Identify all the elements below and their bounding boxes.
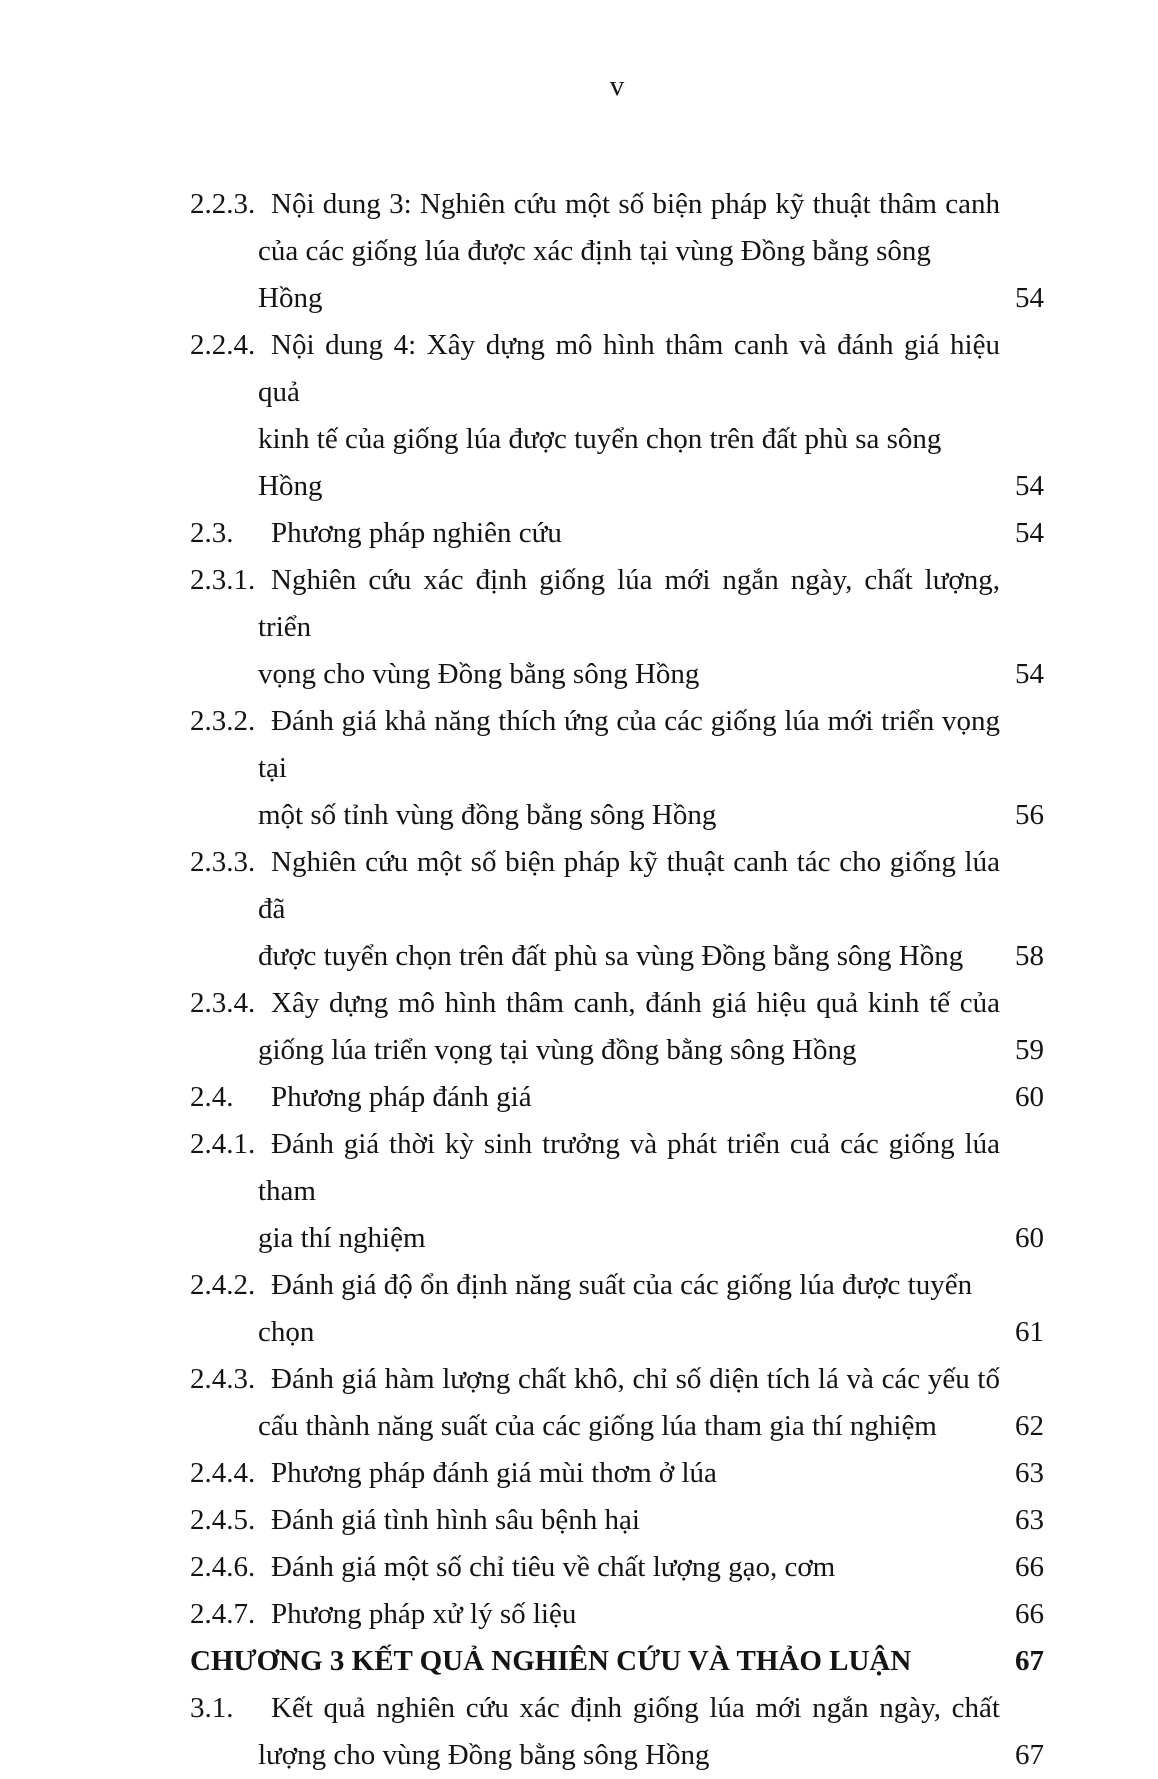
toc-page-number: 54 (1015, 282, 1044, 314)
toc-page-number: 59 (1015, 1034, 1044, 1066)
toc-title-line: Nội dung 3: Nghiên cứu một số biện pháp kỹ thuật thâm canh (271, 188, 1000, 220)
toc-entry (190, 1544, 1044, 1591)
toc-entry (190, 1262, 1044, 1356)
toc-entry (190, 980, 1044, 1074)
toc-page-number: 66 (1015, 1551, 1044, 1583)
toc-title-line: Đánh giá tình hình sâu bệnh hại (271, 1504, 640, 1536)
toc-title-line: Nghiên cứu xác định giống lúa mới ngắn ngày, chất lượng, triển (258, 564, 1000, 643)
toc-page-number: 63 (1015, 1457, 1044, 1489)
toc-page-number: 54 (1015, 658, 1044, 690)
toc-entry (190, 1356, 1044, 1450)
toc-entry-number: 2.4. (190, 1081, 234, 1113)
toc-entry-number: 2.4.7. (190, 1598, 256, 1630)
toc-entry (190, 1497, 1044, 1544)
toc-page-number: 56 (1015, 799, 1044, 831)
toc-title-line: Nội dung 4: Xây dựng mô hình thâm canh và đánh giá hiệu quả (258, 329, 1000, 408)
toc-entry-number: 2.4.4. (190, 1457, 256, 1489)
toc-entry-title (258, 1497, 1000, 1544)
toc-entry-title (258, 1591, 1000, 1638)
toc-entry-title (258, 1262, 1000, 1356)
toc-entry-title (258, 557, 1000, 698)
toc-entry (190, 1121, 1044, 1262)
toc-title-line: giống lúa triển vọng tại vùng đồng bằng sông Hồng (258, 1034, 857, 1066)
toc-title-line: Đánh giá một số chỉ tiêu về chất lượng gạo, cơm (271, 1551, 836, 1583)
toc-entry (190, 510, 1044, 557)
toc-title-line: Đánh giá thời kỳ sinh trưởng và phát triển cuả các giống lúa tham (258, 1128, 1000, 1207)
toc-entry (190, 557, 1044, 698)
toc-page-number: 61 (1015, 1316, 1044, 1348)
toc-entry-title (258, 1356, 1000, 1450)
table-of-contents (0, 181, 1158, 1779)
toc-page-number: 62 (1015, 1410, 1044, 1442)
toc-title-line: Nghiên cứu một số biện pháp kỹ thuật canh tác cho giống lúa đã (258, 846, 1000, 925)
toc-entry-title (258, 510, 1000, 557)
toc-entry-number: 2.3.1. (190, 564, 256, 596)
toc-entry-number: 2.3. (190, 517, 234, 549)
toc-entry (190, 1685, 1044, 1779)
toc-entry-number: 2.2.4. (190, 329, 256, 361)
toc-entry-number: 2.3.3. (190, 846, 256, 878)
page-number-header: v (609, 70, 625, 102)
toc-title-line: Phương pháp đánh giá mùi thơm ở lúa (271, 1457, 717, 1489)
toc-entry (190, 322, 1044, 510)
toc-entry-number: 2.4.1. (190, 1128, 256, 1160)
toc-title-line: kinh tế của giống lúa được tuyển chọn trên đất phù sa sông Hồng (258, 423, 942, 502)
toc-page-number: 67 (1015, 1739, 1044, 1771)
toc-title-line: CHƯƠNG 3 KẾT QUẢ NGHIÊN CỨU VÀ THẢO LUẬN (190, 1645, 912, 1677)
toc-entry-number: 2.4.2. (190, 1269, 256, 1301)
toc-entry-number: 2.4.5. (190, 1504, 256, 1536)
toc-entry-number: 2.4.3. (190, 1363, 256, 1395)
toc-page-number: 60 (1015, 1081, 1044, 1113)
toc-title-line: được tuyển chọn trên đất phù sa vùng Đồng bằng sông Hồng (258, 940, 964, 972)
toc-entry-title (258, 1685, 1000, 1779)
toc-entry (190, 181, 1044, 322)
toc-page-number: 63 (1015, 1504, 1044, 1536)
toc-title-line: cấu thành năng suất của các giống lúa tham gia thí nghiệm (258, 1410, 937, 1442)
document-page (0, 63, 1158, 1771)
toc-title-line: Phương pháp đánh giá (271, 1081, 532, 1113)
toc-entry-title (258, 181, 1000, 322)
toc-title-line: một số tỉnh vùng đồng bằng sông Hồng (258, 799, 717, 831)
toc-entry-number: 2.3.2. (190, 705, 256, 737)
toc-entry (190, 698, 1044, 839)
toc-entry (190, 1074, 1044, 1121)
toc-entry-title (258, 839, 1000, 980)
toc-page-number: 67 (1015, 1645, 1044, 1677)
toc-entry-number: 2.3.4. (190, 987, 256, 1019)
toc-title-line: Phương pháp xử lý số liệu (271, 1598, 577, 1630)
toc-entry-title (258, 1121, 1000, 1262)
toc-entry (190, 1591, 1044, 1638)
toc-entry-title (258, 1450, 1000, 1497)
toc-title-line: Đánh giá khả năng thích ứng của các giống lúa mới triển vọng tại (258, 705, 1000, 784)
toc-title-line: Đánh giá độ ổn định năng suất của các giống lúa được tuyển chọn (258, 1269, 973, 1348)
toc-title-line: Kết quả nghiên cứu xác định giống lúa mới ngắn ngày, chất (271, 1692, 1000, 1724)
toc-title-line: Đánh giá hàm lượng chất khô, chỉ số diện tích lá và các yếu tố (271, 1363, 1000, 1395)
toc-entry-number: 2.4.6. (190, 1551, 256, 1583)
toc-title-line: lượng cho vùng Đồng bằng sông Hồng (258, 1739, 710, 1771)
toc-chapter-title (190, 1638, 1000, 1685)
toc-entry-number: 2.2.3. (190, 188, 256, 220)
toc-entry-title (258, 1544, 1000, 1591)
toc-entry (190, 1450, 1044, 1497)
toc-page-number: 54 (1015, 470, 1044, 502)
toc-page-number: 60 (1015, 1222, 1044, 1254)
toc-entry-title (258, 980, 1000, 1074)
toc-page-number: 66 (1015, 1598, 1044, 1630)
toc-page-number: 54 (1015, 517, 1044, 549)
toc-page-number: 58 (1015, 940, 1044, 972)
toc-title-line: của các giống lúa được xác định tại vùng Đồng bằng sông Hồng (258, 235, 931, 314)
toc-entry-title (258, 698, 1000, 839)
toc-entry-number: 3.1. (190, 1692, 234, 1724)
toc-entry-title (258, 1074, 1000, 1121)
toc-entry-title (258, 322, 1000, 510)
toc-entry (190, 839, 1044, 980)
toc-chapter-heading (190, 1638, 1044, 1685)
toc-title-line: Phương pháp nghiên cứu (271, 517, 562, 549)
toc-title-line: Xây dựng mô hình thâm canh, đánh giá hiệu quả kinh tế của (271, 987, 1000, 1019)
toc-title-line: vọng cho vùng Đồng bằng sông Hồng (258, 658, 700, 690)
toc-title-line: gia thí nghiệm (258, 1222, 426, 1254)
